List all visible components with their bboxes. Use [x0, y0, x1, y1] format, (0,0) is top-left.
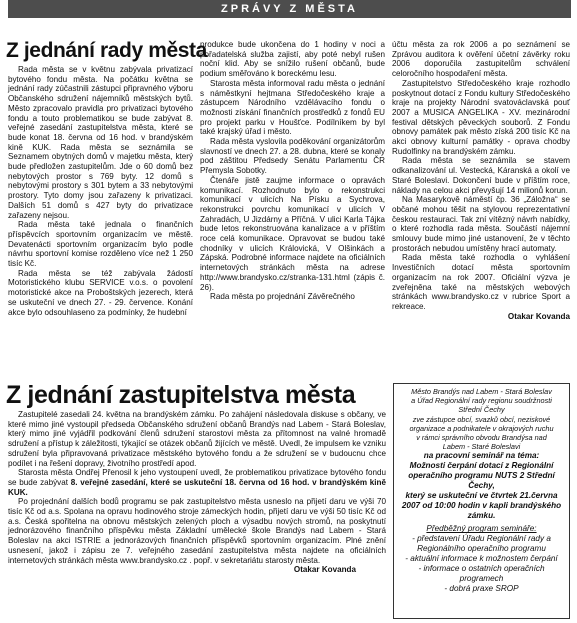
- seminar-topic: Možnosti čerpání dotací z Regionální operačního programu NUTS 2 Střední Čechy,: [408, 461, 555, 491]
- seminar-intro-line: zve zástupce obcí, svazků obcí, neziskové: [412, 414, 551, 424]
- seminar-intro-line: Labem - Staré Boleslavi: [442, 442, 521, 452]
- article1-col1-paragraph: Rada města se v květnu zabývala privatizací bytového fondu města. Na počátku května se jednání rady zúčastnili zástupci připravného výboru Občanského sdružení nájemníků městských bytů. Město zpracovalo pravidla pro privatizaci bytového fondu a touto problematikou se bude zabývat 8. veřejné zasedání zastupitelstva města, které se bude konat 18. června od 16 hod. v brandýském kině KUK. Rada města se seznámila se Seznamem obytných domů v majetku města, který bude předložen zastupitelům. Jde o 60 domů bez nebytových prostor s 769 byty. 12 domů s nebytovými prostory s 301 bytem a 33 nebytovými prostory. Tyto domy jsou zařazeny k privatizaci. Dalších 51 domů s 427 byty do privatizace zařazeny nejsou.: [8, 65, 193, 220]
- article2-signature: Otakar Kovanda: [293, 565, 356, 575]
- seminar-program-item: - aktuální informace k možnostem čerpání: [405, 553, 558, 563]
- seminar-info-box: [393, 383, 570, 619]
- seminar-intro-line: organizace a podnikatele v okrajových ruchu: [409, 423, 554, 433]
- seminar-intro-line: v rámci správního obvodu Brandýsa nad: [416, 433, 547, 443]
- article1-col3-paragraph: účtu města za rok 2006 a po seznámení se Zprávou auditora k ověření účetní závěrky roku 2006 doporučila zastupitelům schválení celoročního hospodaření města.: [392, 40, 570, 79]
- seminar-intro-line: a Úřad Regionální rady regionu soudržnosti: [411, 396, 552, 406]
- article1-col3-paragraph: Na Masarykově náměstí čp. 36 „Záložna“ se občané mohou těšit na stylovou reprezentativní českou restauraci. Tak zní vítězný návrh nabídky, o které rozhodla rada města. Součástí nájemní smlouvy bude mimo jiné ustanovení, že v těchto prostorách nebudou umístěny hrací automaty.: [392, 195, 570, 253]
- article1-col2-paragraph: Starosta města informoval radu města o jednání s náměstkyní hejtmana Středočeského kraje a zástupcem Národního vzdělávacího fondu o možnosti získání finančních prostředků z fondů EU pro projekt parku v Houšťce. Podílníkem by byl také krajský úřad i město.: [200, 78, 385, 137]
- seminar-lead: na pracovní seminář na téma:: [423, 451, 540, 461]
- article2-body: [8, 410, 386, 575]
- article1-column3: [392, 40, 570, 321]
- article1-col2-paragraph: Čtenáře jistě zaujme informace o opravách komunikací. Rozhodnuto bylo o rekonstrukci komunikací v ulicích Na Písku a Sychrova, rekonstrukci povrchu komunikací v ulicích V Zahradách, U Jizdárny a Příčná. V ulici Karla Tájka bude letos rekonstruována kanalizace a v příštím roce celá komunikace. Opravovat se budou také chodníky v ulicích Královická, V Olšinkách a Zápská. Podrobné informace najdete na oficiálních internetových stránkách města na adrese http://www.brandysko.cz/stranka-131.html (zápis č. 26).: [200, 175, 385, 292]
- article1-column2: [200, 40, 385, 302]
- article2-paragraph: Po projednání dalších bodů programu se pak zastupitelstvo města usneslo na přijetí daru ve výši 70 tisíc Kč od a.s. Spolana na opravu hodinového stroje zámeckých hodin, přijetí daru ve výši 50 tisíc Kč od a.s. Česká spořitelna na obnovu městských zelených ploch a výsadbu nových stromů, na poskytnutí jednorázového finančního příspěvku města Základní umělecké škole Brandýs nad Labem - Stará Boleslav na akci ISTRIE a jednorázových finančních příspěvků sportovním organizacím. Plné znění usnesení, jakož i zápisu ze 7. veřejného zasedání zastupitelstva města najdete na oficiálních internetových stránkách města www.brandysko.cz . popř. v sekretariátu starosty města.: [8, 497, 386, 565]
- seminar-date: který se uskuteční ve čtvrtek 21.června 2007 od 10:00 hodin v kapli brandýského zámku.: [401, 491, 562, 521]
- article1-column1: [8, 65, 193, 317]
- seminar-intro-line: Město Brandýs nad Labem - Stará Boleslav: [411, 387, 552, 396]
- article1-col1-paragraph: Rada města se též zabývala žádostí Motoristického klubu SERVICE v.o.s. o povolení motoristické akce na Proboštských jezerech, která se uskuteční ve dnech 27. - 29. července. Konání akce bylo odsouhlaseno za podmínky, že hudební: [8, 268, 193, 317]
- article2-paragraph-text: Starosta města Ondřej Přenosil k jeho vystoupení uvedl, že problematikou privatizace bytového fondu se bude zabývat: [8, 468, 386, 487]
- section-banner: ZPRÁVY Z MĚSTA: [8, 0, 571, 18]
- seminar-intro-line: Střední Čechy: [458, 405, 505, 415]
- meeting-announcement: 8. veřejné zasedání, které se uskuteční 18. června od 16 hod. v brandýském kině KUK.: [8, 477, 386, 497]
- seminar-program-item: - informace o ostatních operačních programech: [418, 563, 545, 583]
- article1-col1-paragraph: Rada města také jednala o finančních příspěvcích sportovním organizacím ve městě. Devatenácti sportovním organizacím bylo podle návrhu sportovní komise rozděleno více než 1 250 tisíc Kč.: [8, 220, 193, 269]
- article1-col2-paragraph: produkce bude ukončena do 1 hodiny v noci a pořadatelská služba zajistí, aby poté nebyl rušen noční klid. Aby se snížilo rušení občanů, bude podium směřováno k boreckému lesu.: [200, 40, 385, 79]
- article1-col3-paragraph: Rada města se seznámila se stavem odkanalizování ul. Vestecká, Káranská a okolí ve Staré Boleslavi. Dokončení bude v příštím roce, náklady na celou akci převyšují 14 milionů korun.: [392, 156, 570, 195]
- article1-col2-paragraph: Rada města vyslovila poděkování organizátorům slavností ve dnech 27. a 28. dubna, které se konaly pod záštitou Předsedy Senátu Parlamentu ČR Přemysla Sobotky.: [200, 137, 385, 176]
- article1-col3-paragraph: Zastupitelstvo Středočeského kraje rozhodlo poskytnout dotací z Fondu kultury Středočeského kraje na projekty Národní svatováclavská pouť 2007 a MUSICA ANGELIKA - XV. mezinárodní festival dětských pěveckých souborů. Z Fondu obnovy památek pak město získá 200 tisíc Kč na akci obnovy kulturní památky - oprava chodby Rudolfinky na brandýském zámku.: [392, 78, 570, 156]
- article2-title: Z jednání zastupitelstva města: [6, 381, 356, 409]
- article1-title: Z jednání rady města: [6, 39, 207, 62]
- seminar-program-item: - představení Úřadu Regionální rady a Regionálního operačního programu: [412, 533, 551, 553]
- article1-signature: Otakar Kovanda: [507, 311, 570, 321]
- article2-paragraph: [8, 468, 386, 497]
- article1-col3-paragraph: Rada města také rozhodla o vyhlášení Investičních dotací města sportovním organizacím na rok 2007. Oficiální výzva je zveřejněna také na městských webových stránkách www.brandysko.cz v rubrice Sport a rekreace.: [392, 253, 570, 311]
- article2-paragraph: Zastupitelé zasedali 24. května na brandýském zámku. Po zahájení následovala diskuse s občany, ve které mimo jiné vystoupil předseda Občanského sdružení občanů Brandýs nad Labem - Stará Boleslav, který mimo jiné vyjádřil podkování členů sdružení starostovi města za přítomnost na valné hromadě sdružení a přístup k záležitosti, týkající se otázek občanů žijících ve městě. Uvedl, že impulsem ke vzniku sdružení byla připravovaná privatizace městského bytového fondu a že sdružení se v budoucnu chce podílet i na řešení dopravy, životního prostředí apod.: [8, 410, 386, 468]
- article1-col2-paragraph: Rada města po projednání Závěrečného: [210, 292, 355, 302]
- seminar-program-item: - dobrá praxe SROP: [444, 583, 519, 593]
- seminar-program-heading: Předběžný program semináře:: [426, 524, 537, 534]
